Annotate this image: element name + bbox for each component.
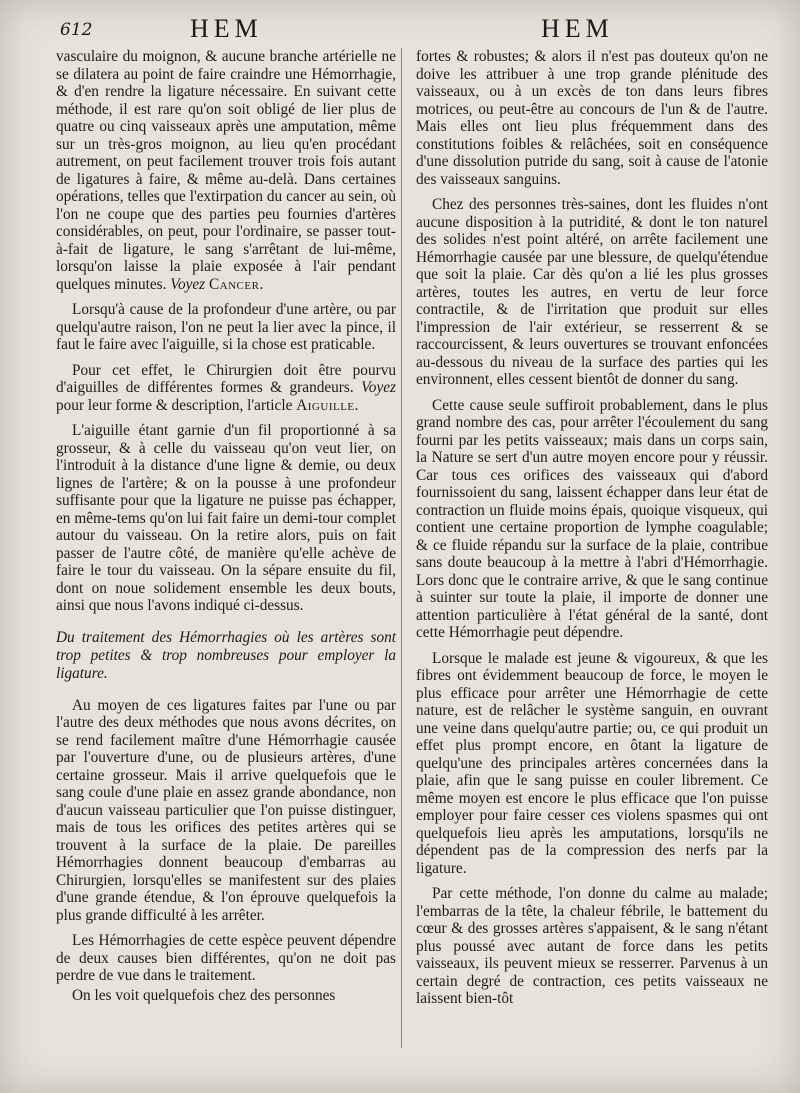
paragraph: Pour cet effet, le Chirurgien doit être pourvu d'aiguilles de différentes formes & grandeurs. Voyez pour leur forme & description, l'article Aiguille. xyxy=(56,361,396,414)
running-head-left: HEM xyxy=(190,14,263,43)
paragraph: vasculaire du moignon, & aucune branche artérielle ne se dilatera au point de faire craindre une Hémorrhagie, & d'en rendre la ligature nécessaire. En suivant cette méthode, il est rare qu'on soit obligé de lier plus de quatre ou cinq vaisseaux après une amputation, même sur un très-gros moignon, au lieu qu'en procédant autrement, on peut facilement trouver trois fois autant de ligatures à faire, & même au-delà. Dans certaines opérations, telles que l'extirpation du cancer au sein, où l'on ne coupe que des parties peu fournies d'artères considérables, on peut, pour l'ordinaire, se passer tout-à-fait de ligature, le sang s'arrêtant de lui-même, lorsqu'on laisse la plaie exposée à l'air pendant quelques minutes. Voyez Cancer. xyxy=(56,48,396,293)
paragraph: Au moyen de ces ligatures faites par l'une ou par l'autre des deux méthodes que nous avons décrites, on se rend facilement maître d'une Hémorrhagie causée par l'ouverture d'une, ou de plusieurs artères, d'une certaine grosseur. Mais il arrive quelquefois que le sang coule d'une plaie en assez grande abondance, non d'aucun vaisseau particulier que l'on puisse distinguer, mais de tous les orifices des petites artères qui se trouvent à la surface de la plaie. De pareilles Hémorrhagies donnent beaucoup d'embarras au Chirurgien, lorsqu'elles se manifestent sur des plaies d'une grande étendue, & l'on éprouve quelquefois la plus grande difficulté à les arrêter. xyxy=(56,696,396,924)
running-head-right: HEM xyxy=(541,14,614,43)
paragraph: Lorsque le malade est jeune & vigoureux, & que les fibres ont évidemment beaucoup de force, le moyen le plus efficace pour arrêter une Hémorrhagie de cette nature, est de relâcher le système sanguin, en ouvrant une veine dans quelqu'autre partie; ou, ce qui produit un effet plus prompt encore, en ôtant la ligature de quelqu'une des principales artères concernées dans la plaie, afin que le sang puisse en couler librement. Ce même moyen est encore le plus efficace que l'on puisse employer pour faire cesser ces violens spasmes qui ont quelquefois lieu après les amputations, lorsqu'ils ne dépendent pas de la compression des nerfs par la ligature. xyxy=(416,649,768,877)
cross-reference-label: Voyez xyxy=(361,379,396,396)
section-heading: Du traitement des Hémorrhagies où les artères sont trop petites & trop nombreuses pour employer la ligature. xyxy=(56,628,396,682)
cross-reference-label: Voyez xyxy=(170,275,206,293)
page-header xyxy=(0,14,800,44)
column-divider xyxy=(401,48,402,1048)
left-column xyxy=(56,48,396,1004)
paragraph: Chez des personnes très-saines, dont les fluides n'ont aucune disposition à la putridité, & dont le ton naturel des solides n'est point altéré, on arrête facilement une Hémorrhagie causée par une blessure, de quelqu'étendue que soit la plaie. Car dès qu'on a lié les plus grosses artères, toutes les autres, en vertu de leur force contractile, & de l'irritation que produit sur elles l'impression de l'air extérieur, se resserrent & se raccourcissent, & leurs ouvertures se trouvant enfoncées au-dessous du niveau de la surface des parties qui les environnent, elles cessent bientôt de donner du sang. xyxy=(416,196,768,388)
page-number: 612 xyxy=(60,20,93,40)
paragraph: Lorsqu'à cause de la profondeur d'une artère, ou par quelqu'autre raison, l'on ne peut la lier avec la pince, il faut le faire avec l'aiguille, si la chose est praticable. xyxy=(56,301,396,353)
cross-reference-link[interactable]: Aiguille. xyxy=(296,396,359,414)
paragraph: Cette cause seule suffiroit probablement, dans le plus grand nombre des cas, pour arrêter l'écoulement du sang fourni par les petits vaisseaux; mais dans un corps sain, la Nature se sert d'un autre moyen encore pour y réussir. Car tous ces orifices des vaisseaux qui d'abord fournissoient du sang, laissent échapper dans leur état de contraction un fluide moins épais, quoique visqueux, qui contient une certaine proportion de lymphe coagulable; & ce fluide répandu sur la surface de la plaie, contribue sans doute beaucoup à la mettre à l'abri d'Hémorrhagie. Lors donc que le contraire arrive, & que le sang continue à suinter sur toute la plaie, il importe de donner une attention particulière à l'état général de la santé, dont cette Hémorrhagie peut dépendre. xyxy=(416,396,768,641)
paragraph: Les Hémorrhagies de cette espèce peuvent dépendre de deux causes bien différentes, qu'on ne doit pas perdre de vue dans le traitement. xyxy=(56,932,396,984)
paragraph: L'aiguille étant garnie d'un fil proportionné à sa grosseur, & à celle du vaisseau qu'on veut lier, on l'introduit à la distance d'une ligne & demie, ou deux lignes de l'artère; & on la pousse à une profondeur suffisante pour que la ligature ne puisse pas échapper, en même-tems qu'on lui fait faire un demi-tour complet autour du vaisseau. On la retire alors, puis on fait passer de l'autre côté, de manière qu'elle achève de faire le tour du vaisseau. On la sépare ensuite du fil, dont on noue solidement ensemble les deux bouts, ainsi que nous l'avons indiqué ci-dessus. xyxy=(56,422,396,614)
paragraph: On les voit quelquefois chez des personnes xyxy=(72,986,336,1004)
cross-reference-link[interactable]: Cancer. xyxy=(208,275,264,293)
paragraph: fortes & robustes; & alors il n'est pas douteux qu'on ne doive les attribuer à une trop grande plénitude des vaisseaux, ou à un excès de ton dans leurs fibres motrices, ou peut-être au concours de l'un & de l'autre. Mais elles ont lieu plus fréquemment dans des constitutions foibles & relâchées, soit en conséquence d'une dissolution putride du sang, soit à cause de l'atonie des vaisseaux sanguins. xyxy=(416,48,768,188)
paragraph: Par cette méthode, l'on donne du calme au malade; l'embarras de la tête, la chaleur fébrile, le battement du cœur & des grosses artères s'appaisent, & le sang n'étant plus poussé avec autant de force dans les petits vaisseaux, ils peuvent mieux se resserrer. Parvenus à un certain degré de contraction, ces petits vaisseaux ne laissent bien-tôt xyxy=(416,885,768,1007)
right-column xyxy=(416,48,768,1008)
